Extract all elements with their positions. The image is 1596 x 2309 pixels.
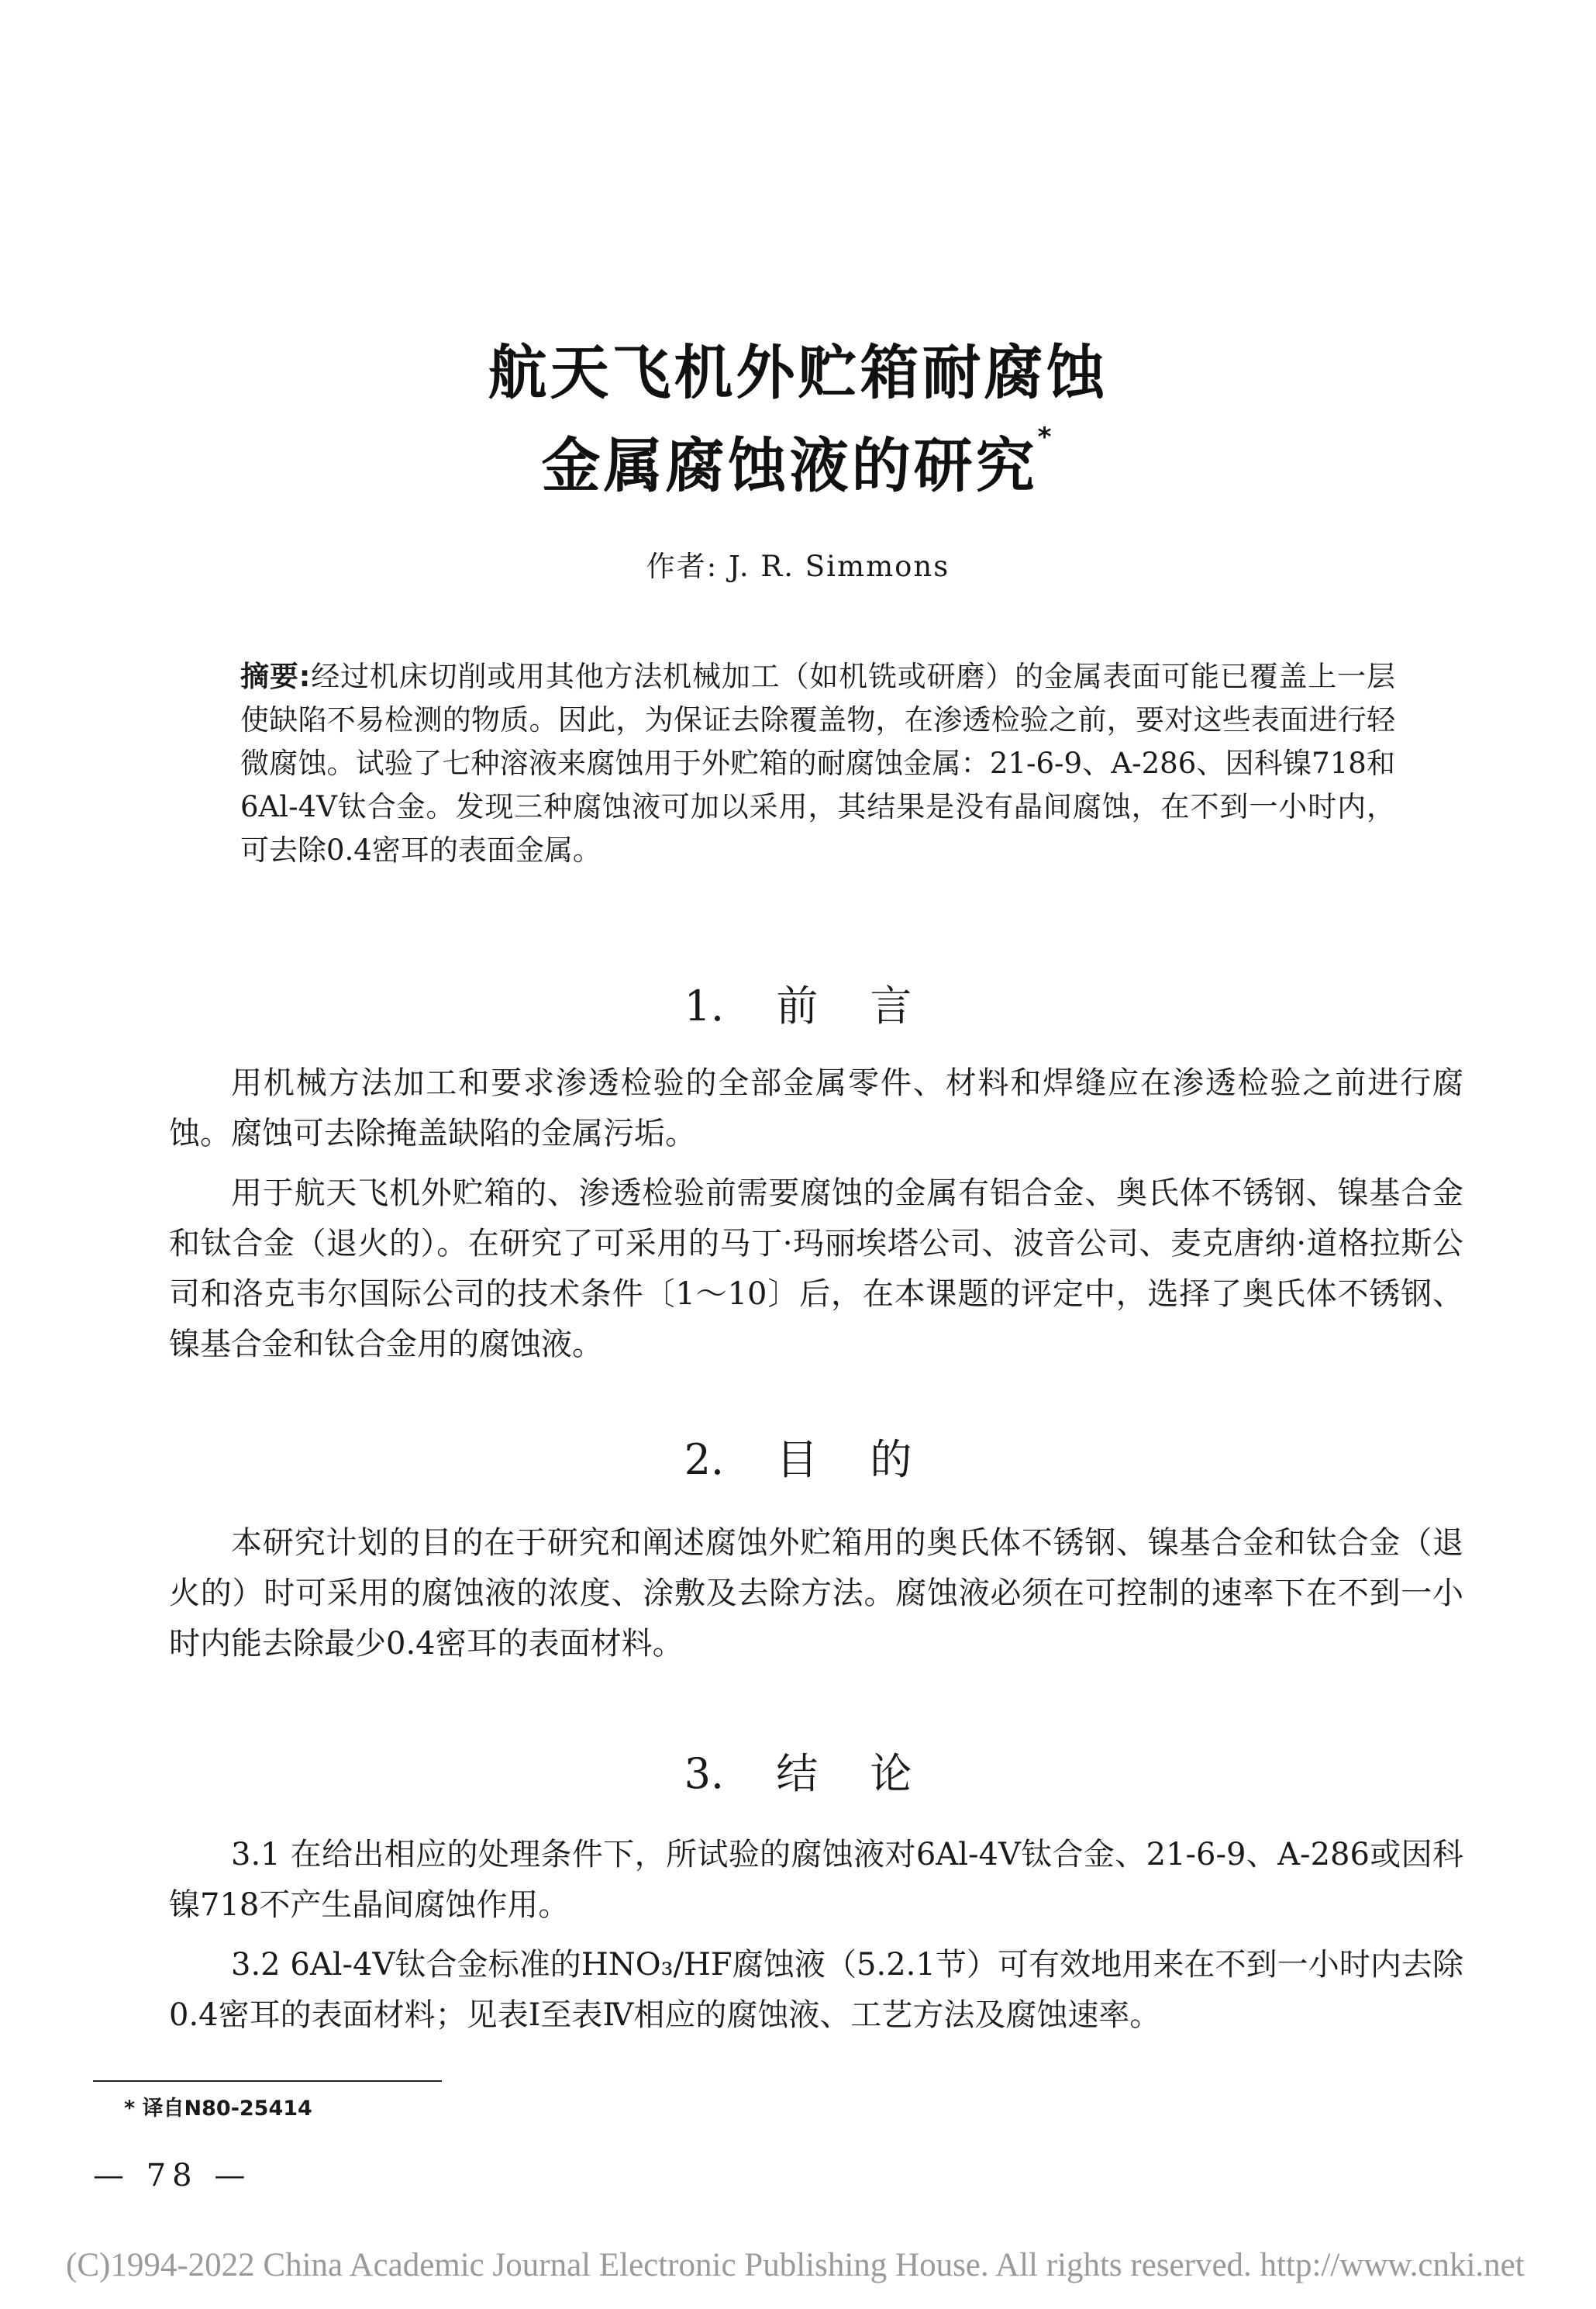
section-1-body	[169, 1058, 1463, 1379]
abstract	[240, 655, 1395, 872]
abstract-label: 摘要:	[240, 660, 311, 693]
copyright-notice: (C)1994-2022 China Academic Journal Electronic Publishing House. All rights reserved. http://www.cnki.net	[66, 2247, 1525, 2283]
abstract-text: 经过机床切削或用其他方法机械加工（如机铣或研磨）的金属表面可能已覆盖上一层使缺陷不易检测的物质。因此，为保证去除覆盖物，在渗透检验之前，要对这些表面进行轻微腐蚀。试验了七种溶液来腐蚀用于外贮箱的耐腐蚀金属：21-6-9、A-286、因科镍718和6Al-4V钛合金。发现三种腐蚀液可加以采用，其结果是没有晶间腐蚀，在不到一小时内，可去除0.4密耳的表面金属。	[240, 660, 1396, 867]
title-line-2	[0, 419, 1596, 503]
section-2-body	[169, 1518, 1463, 1679]
footnote: * 译自N80-25414	[124, 2097, 312, 2121]
title-footnote-mark: *	[1037, 422, 1055, 453]
section-2-paragraph-1: 本研究计划的目的在于研究和阐述腐蚀外贮箱用的奥氏体不锈钢、镍基合金和钛合金（退火的）时可采用的腐蚀液的浓度、涂敷及去除方法。腐蚀液必须在可控制的速率下在不到一小时内能去除最少0.4密耳的表面材料。	[169, 1525, 1463, 1662]
section-2-heading: 2. 目 的	[684, 1435, 912, 1484]
page-number: — 78 —	[93, 2158, 252, 2193]
section-3-heading: 3. 结 论	[684, 1749, 912, 1798]
title-line-2-text: 金属腐蚀液的研究	[541, 431, 1038, 500]
section-1-paragraph-2: 用于航天飞机外贮箱的、渗透检验前需要腐蚀的金属有铝合金、奥氏体不锈钢、镍基合金和钛合金（退火的）。在研究了可采用的马丁·玛丽埃塔公司、波音公司、麦克唐纳·道格拉斯公司和洛克韦尔国际公司的技术条件〔1～10〕后，在本课题的评定中，选择了奥氏体不锈钢、镍基合金和钛合金用的腐蚀液。	[169, 1175, 1463, 1362]
section-3-paragraph-2: 3.2 6Al-4V钛合金标准的HNO₃/HF腐蚀液（5.2.1节）可有效地用来在不到一小时内去除0.4密耳的表面材料；见表Ⅰ至表Ⅳ相应的腐蚀液、工艺方法及腐蚀速率。	[169, 1947, 1463, 2033]
section-3-paragraph-1: 3.1 在给出相应的处理条件下，所试验的腐蚀液对6Al-4V钛合金、21-6-9、A-286或因科镍718不产生晶间腐蚀作用。	[169, 1837, 1463, 1923]
section-1-heading: 1. 前 言	[684, 982, 912, 1030]
author-line: 作者: J. R. Simmons	[646, 550, 950, 583]
section-3-body	[169, 1830, 1463, 2050]
section-1-paragraph-1: 用机械方法加工和要求渗透检验的全部金属零件、材料和焊缝应在渗透检验之前进行腐蚀。腐蚀可去除掩盖缺陷的金属污垢。	[169, 1065, 1463, 1151]
footnote-divider	[93, 2080, 442, 2082]
title-line-1: 航天飞机外贮箱耐腐蚀	[488, 338, 1108, 407]
